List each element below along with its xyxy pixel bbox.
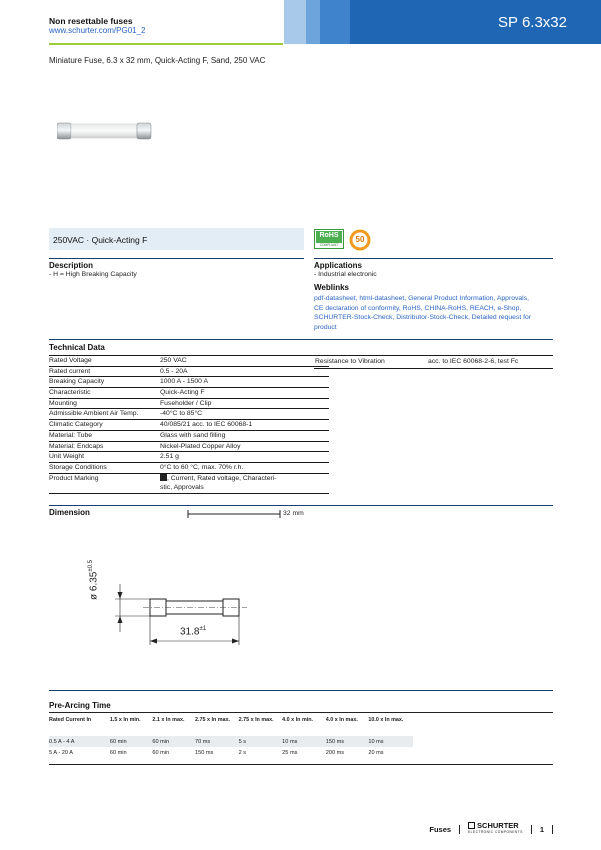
length-label	[180, 626, 206, 637]
spec-value	[160, 473, 329, 493]
spec-value: acc. to IEC 60068-2-6, test Fc	[427, 356, 553, 369]
weblinks-line[interactable]: product	[314, 323, 337, 331]
spec-key: Breaking Capacity	[49, 377, 160, 388]
scale-label: 32 mm	[283, 510, 304, 517]
spec-key: Storage Conditions	[49, 462, 160, 473]
weblinks-line[interactable]: SCHURTER-Stock-Check, Distributor-Stock-Check, Detailed request for	[314, 314, 532, 322]
column-header: 2.1 x In max.	[152, 717, 185, 723]
spec-value: Nickel-Plated Copper Alloy	[160, 441, 329, 452]
table-cell: 60 min	[152, 749, 170, 756]
length-tolerance: ±1	[199, 626, 207, 632]
spec-key: Rated current	[49, 366, 160, 377]
header-url-link[interactable]: www.schurter.com/PG01_2	[49, 26, 146, 35]
table-cell: 60 min	[109, 749, 127, 756]
table-row	[49, 452, 329, 463]
column-header: Rated Current In	[49, 717, 92, 723]
table-cell: 60 min	[152, 736, 195, 747]
table-row	[49, 398, 329, 409]
table-cell: 10 ms	[368, 736, 413, 747]
table-cell: 5 A - 20 A	[49, 749, 73, 756]
table-cell: 25 ms	[282, 749, 298, 756]
table-row	[49, 736, 413, 747]
table-row	[49, 409, 329, 420]
scale-bar	[187, 509, 283, 519]
table-cell: 60 min	[110, 736, 153, 747]
pre-arcing-rule	[49, 690, 553, 691]
description-rule	[49, 258, 304, 259]
table-cell: 150 ms	[194, 749, 214, 756]
table-cell: 5 s	[239, 736, 283, 747]
length-value: 31.8	[180, 626, 200, 638]
table-row	[314, 356, 553, 369]
table-cell: 70 ms	[195, 736, 239, 747]
applications-item: - Industrial electronic	[314, 271, 377, 278]
part-number-title: SP 6.3x32	[498, 14, 567, 31]
header-category-title: Non resettable fuses	[49, 16, 133, 26]
table-cell: 20 ms	[368, 749, 384, 756]
table-cell: 0.5 A - 4 A	[49, 736, 110, 747]
product-subtitle: Miniature Fuse, 6.3 x 32 mm, Quick-Acting F, Sand, 250 VAC	[49, 56, 266, 65]
diameter-label	[88, 560, 99, 600]
footer-divider	[459, 825, 460, 834]
spec-key: Material: Endcaps	[49, 441, 160, 452]
spec-key: Resistance to Vibration	[314, 356, 427, 369]
table-row	[49, 441, 329, 452]
applications-rule	[314, 258, 553, 259]
table-row	[49, 462, 329, 473]
diameter-tolerance: ±0.5	[88, 560, 94, 572]
spec-value: Glass with sand filling	[160, 430, 329, 441]
footer-divider	[531, 825, 532, 834]
spec-key: Admissible Ambient Air Temp.	[49, 409, 160, 420]
table-row	[49, 366, 329, 377]
table-row	[49, 356, 329, 367]
technical-data-table-right	[314, 355, 553, 369]
brand-subtext: ELECTRONIC COMPONENTS	[468, 830, 523, 834]
table-cell: 200 ms	[325, 749, 345, 756]
spec-key: Product Marking	[49, 473, 160, 493]
brand-name: SCHURTER	[477, 821, 519, 830]
spec-value-line: stic, Approvals	[160, 484, 204, 492]
table-cell: 2 s	[238, 749, 247, 756]
spec-key: Climatic Category	[49, 420, 160, 431]
spec-value: -40°C to 85°C	[160, 409, 329, 420]
column-header: 4.0 x In max.	[325, 717, 358, 723]
ce-mark-icon	[160, 474, 167, 481]
description-item: - H = High Breaking Capacity	[49, 271, 137, 278]
spec-key: Unit Weight	[49, 452, 160, 463]
spec-value: 40/085/21 acc. to IEC 60068-1	[160, 420, 329, 431]
pre-arcing-heading: Pre-Arcing Time	[49, 701, 111, 710]
column-header: 4.0 x In min.	[282, 717, 314, 723]
spec-key: Characteristic	[49, 388, 160, 399]
table-row	[49, 747, 413, 758]
weblinks-list[interactable]	[314, 294, 574, 332]
pre-arcing-bottom-rule	[49, 764, 553, 765]
dimension-rule	[49, 505, 553, 506]
fuse-product-image	[57, 120, 157, 142]
technical-data-heading: Technical Data	[49, 343, 105, 352]
header-green-rule	[49, 43, 283, 45]
schurter-logo-icon	[468, 822, 475, 829]
footer-divider	[552, 825, 553, 834]
column-header: 10.0 x In max.	[368, 717, 404, 723]
weblinks-line[interactable]: CE declaration of conformity, RoHS, CHINA-RoHS, REACH, e-Shop,	[314, 304, 522, 312]
spacer-row	[49, 726, 413, 736]
spec-key: Mounting	[49, 398, 160, 409]
table-cell: 150 ms	[326, 736, 369, 747]
fifty-year-badge-icon	[349, 229, 371, 251]
rohs-compliant-icon	[314, 229, 344, 249]
table-row	[49, 430, 329, 441]
table-header-row	[49, 714, 413, 726]
applications-heading: Applications	[314, 261, 363, 270]
column-header: 1.5 x In min.	[109, 717, 141, 723]
spacer-cell	[49, 726, 413, 736]
rohs-subtext: COMPLIANT	[319, 243, 339, 247]
category-label: 250VAC · Quick-Acting F	[53, 235, 148, 245]
spec-key: Material: Tube	[49, 430, 160, 441]
diameter-value: ø 6.35	[88, 571, 100, 600]
table-row	[49, 388, 329, 399]
spec-key: Rated Voltage	[49, 356, 160, 367]
table-cell: 10 ms	[282, 736, 326, 747]
rohs-text: RoHS	[319, 232, 339, 239]
spec-value-line: , Current, Rated voltage, Characteri-	[167, 474, 277, 482]
weblinks-heading: Weblinks	[314, 283, 349, 292]
badge-number: 50	[355, 235, 365, 244]
column-header: 2.75 x In max.	[194, 717, 231, 723]
spec-value: Fuseholder / Clip	[160, 398, 329, 409]
footer-section: Fuses	[429, 824, 452, 834]
spec-value: 2.51 g	[160, 452, 329, 463]
technical-data-rule	[49, 339, 553, 340]
spec-value: Quick-Acting F	[160, 388, 329, 399]
dimension-heading: Dimension	[49, 508, 90, 517]
schurter-logo	[468, 822, 523, 836]
page-number: 1	[539, 824, 544, 834]
spec-value: 250 VAC	[160, 356, 329, 367]
footer	[429, 822, 553, 836]
table-row	[49, 473, 329, 493]
table-row	[49, 377, 329, 388]
spec-value: 0°C to 60 °C, max. 70% r.h.	[160, 462, 329, 473]
technical-data-table	[49, 355, 329, 494]
fuse-dimension-drawing	[95, 570, 265, 650]
spec-value: 1000 A - 1500 A	[160, 377, 329, 388]
spec-value: 0.5 - 20A	[160, 366, 329, 377]
pre-arcing-top-rule	[49, 712, 553, 713]
description-heading: Description	[49, 261, 94, 270]
pre-arcing-table	[49, 714, 413, 758]
table-row	[49, 420, 329, 431]
column-header: 2.75 x In max.	[238, 717, 274, 723]
weblinks-line[interactable]: pdf-datasheet, html-datasheet, General Product Information, Approvals,	[314, 295, 529, 302]
